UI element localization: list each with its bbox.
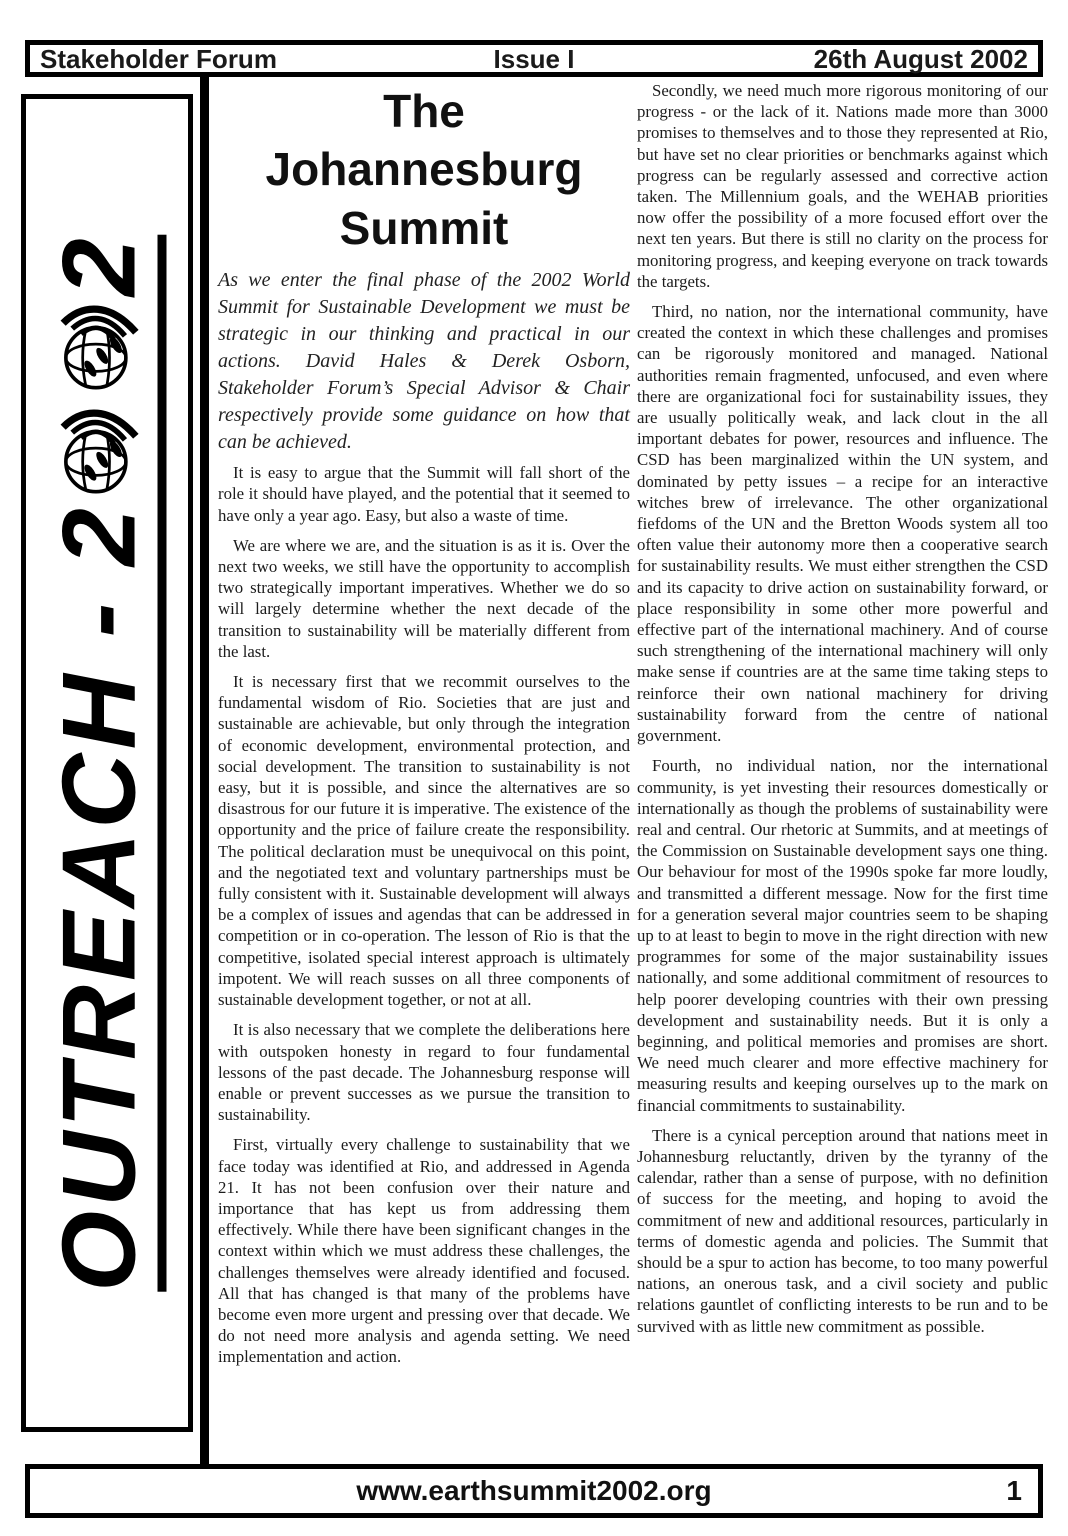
article-title: The Johannesburg Summit [265, 85, 583, 254]
globe-leaves-icon [51, 298, 149, 398]
article-paragraph: Secondly, we need much more rigorous monitoring of our progress - or the lack of it. Nations made more than 3000 promises to themselves and to those they represented at Rio, but have set no clear priorities or benchmarks against which progress can be regularly assessed and corrective action taken. The Millennium goals, and the WEHAB priorities now offer the possibility of a more focused effort over the next ten years. But there is still no clarity on the process for monitoring progress, and keeping everyone on track towards the targets. [637, 81, 1048, 291]
footer-url: www.earthsummit2002.org [356, 1475, 712, 1506]
masthead-text-outreach: OUTREACH - 2 [41, 504, 158, 1292]
issue-date: 26th August 2002 [813, 43, 1028, 74]
masthead-sidebar [21, 94, 193, 1432]
article-column-left [218, 82, 630, 1377]
article-paragraph: Fourth, no individual nation, nor the international community, is yet investing their resources domestically or internationally as though the problems of sustainability were real and central. Our rhetoric at Summits, and at meetings of the Commission on Sustainable development says one thing. Our behaviour for most of the 1990s spoke far more loudly, and transmitted a different message. Now for the first time for a generation several major countries seem to be shaping up to at least to begin to move in the right direction with new programmes for some of the major sustainability issues nationally, and some additional commitment of resources to help poorer developing countries with their own pressing development and sustainability needs. But it is only a beginning, and political memories and promises are short. We need much clearer and more effective machinery for measuring results and keeping ourselves up to the mark on financial commitments to sustainability. [637, 756, 1048, 1115]
article-paragraph: There is a cynical perception around that nations meet in Johannesburg reluctantly, driven by the tyranny of the calendar, rather than a sense of purpose, with no definition of success for the meeting, and hoping to avoid the commitment of new and additional resources, particularly in terms of domestic agenda and policies. The Summit that should be a spur to action has become, to too many powerful nations, an onerous task, and a civil society and public relations gauntlet of conflicting interests to be run and to be survived with as little new commitment as possible. [637, 1125, 1048, 1336]
article-paragraph: It is necessary first that we recommit ourselves to the fundamental wisdom of Rio. Societies that are just and sustainable are achievable, but only through the integration of economic development, environmental protection, and social development. The transition to sustainability is not easy, but it is possible, and since the alternatives are so disastrous for our future it is imperative. The existence of the opportunity and the price of failure create the responsibility. The political declaration must be unequivocal on this point, and the negotiated text and voluntary partnerships must be fully consistent with it. Sustainable development will always be a complex of issues and agendas that can be addressed in competition or in co-operation. The lesson of Rio is that the competitive, isolated special interest approach is ultimately impotent. We will reach susses on all three components of sustainable development together, or not at all. [218, 672, 630, 1010]
footer-bar [25, 1464, 1043, 1518]
article-column-right [637, 80, 1048, 1346]
article-paragraph: First, virtually every challenge to sustainability that we face today was identified at Rio, and addressed in Agenda 21. It has not been confusion over their nature and importance that has kept us from addressing them effectively. While there have been significant changes in the context within which we must address these challenges, the challenges themselves were already identified and focused. All that has changed is that many of the problems have become even more urgent and pressing over that decade. We do not need more analysis and agenda setting. We need implementation and action. [218, 1135, 630, 1367]
header-bar [25, 40, 1043, 77]
article-paragraph: Third, no nation, nor the international community, have created the context in which these challenges and promises can be rigorously monitored and managed. National authorities remain fragmented, unfocused, and even where there are organizational foci for sustainability issues, they are usually politically weak, and lack clout in the all important debates for power, resources and influence. The CSD has been marginalized within the UN system, and dominated by petty issues – a recipe for an interactive witches brew of irrelevance. The other organizational fiefdoms of the UN and the Bretton Woods system all too often value their autonomy more then a cooperative search for sustainability results. We must either strengthen the CSD and its capacity to drive action on sustainability forward, or place responsibility in some other more powerful and effective part of the international machinery. And of course such strengthening of the international machinery will only make sense if countries are at the same time taking steps to reinforce their own national machinery for driving sustainability forward from the centre of national government. [637, 302, 1048, 746]
vertical-divider-rule [200, 75, 209, 1466]
masthead-text-year-end: 2 [41, 234, 158, 297]
page-number: 1 [1006, 1475, 1022, 1506]
article-paragraph: We are where we are, and the situation is as it is. Over the next two weeks, we still have the opportunity to accomplish two strategically important imperatives. Whether we do so will largely determine whether the next decade of the transition to sustainability will be materially different from the last. [218, 535, 630, 661]
globe-leaves-icon [51, 402, 149, 502]
masthead-logo [41, 234, 167, 1292]
issue-label: Issue I [493, 43, 575, 74]
publisher-name: Stakeholder Forum [40, 43, 277, 74]
article-intro: As we enter the final phase of the 2002 World Summit for Sustainable Development we must be strategic in our thinking and practical in our actions. David Hales & Derek Osborn, Stakeholder Forum’s Special Advisor & Chair respectively provide some guidance on how that can be achieved. [218, 269, 630, 454]
article-paragraph: It is also necessary that we complete the deliberations here with outspoken honesty in regard to four fundamental lessons of the past decade. The Johannesburg response will enable or prevent successes as we pursue the transition to sustainability. [218, 1020, 630, 1125]
article-paragraph: It is easy to argue that the Summit will fall short of the role it should have played, and the potential that it seemed to have only a year ago. Easy, but also a waste of time. [218, 463, 630, 525]
